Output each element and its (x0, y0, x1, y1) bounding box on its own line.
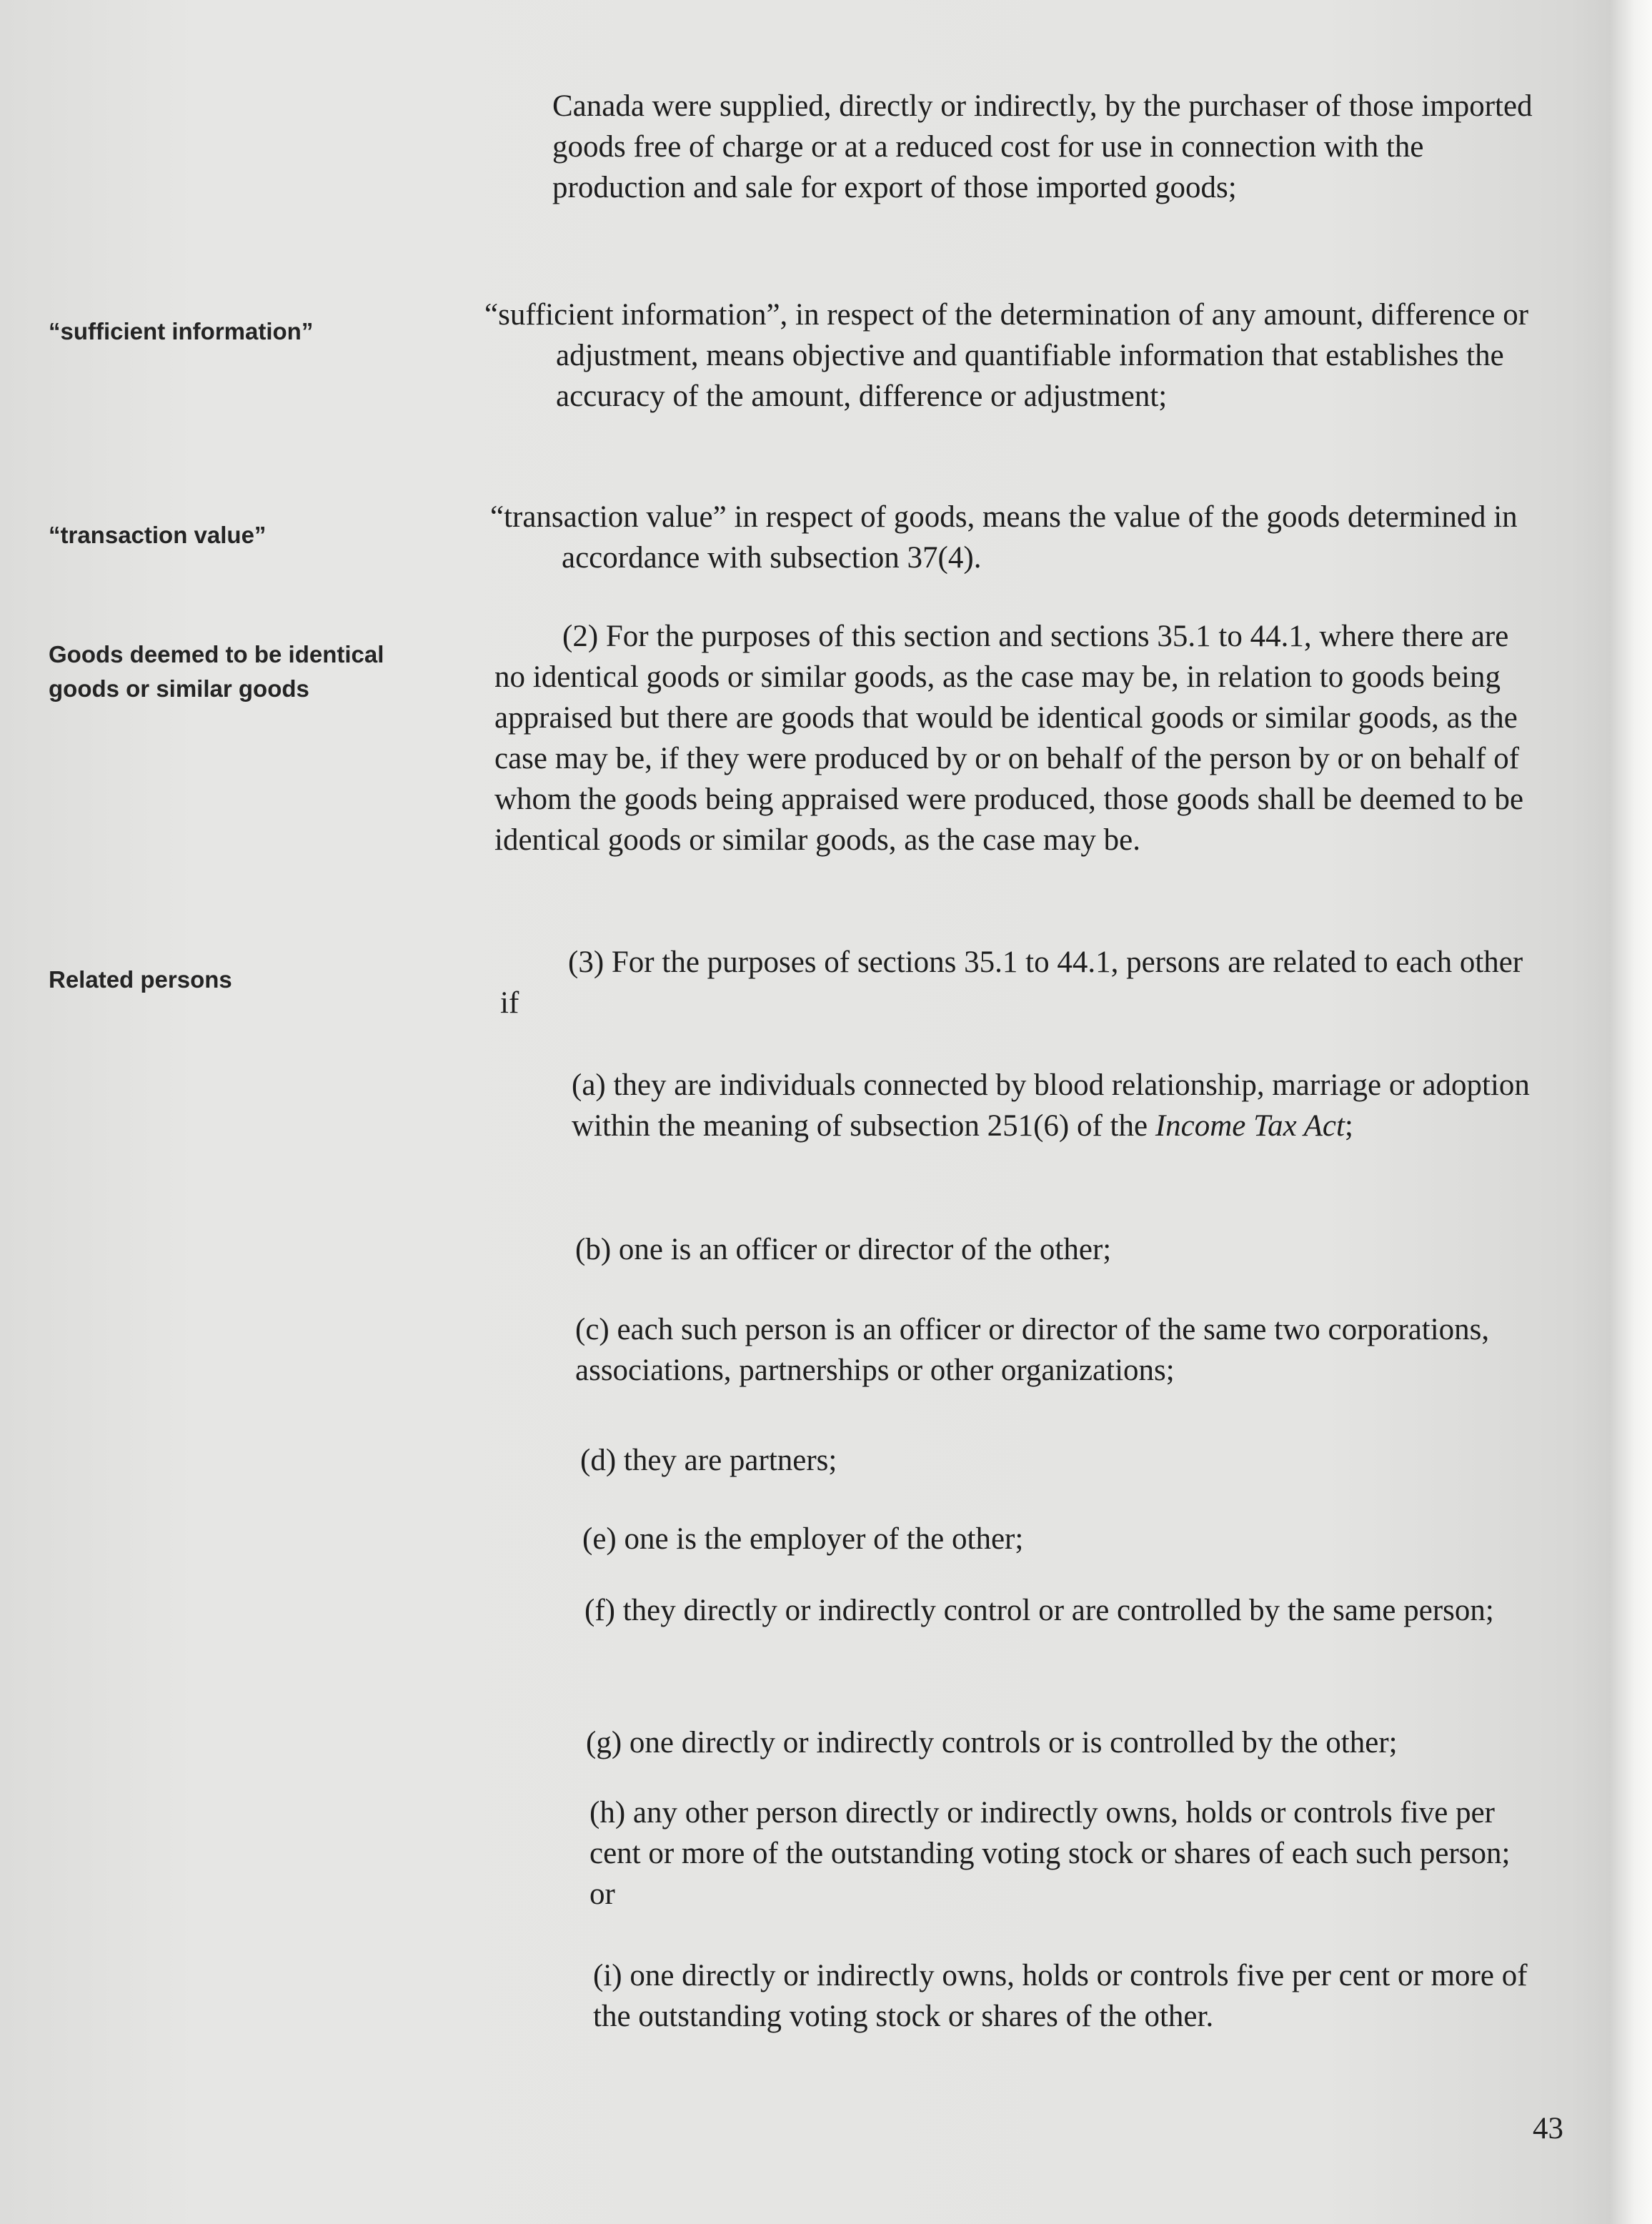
subsection-3-intro: (3) For the purposes of sections 35.1 to 44.1, persons are related to each other if (500, 945, 1523, 1020)
item-g: (g) one directly or indirectly controls or is controlled by the other; (586, 1726, 1398, 1759)
item-f: (f) they directly or indirectly control or are controlled by the same person; (584, 1594, 1494, 1627)
margin-note-sufficient-information: “sufficient information” (49, 318, 314, 344)
item-e: (e) one is the employer of the other; (582, 1522, 1024, 1556)
margin-note-transaction-value: “transaction value” (49, 522, 267, 548)
continuation-paragraph: Canada were supplied, directly or indirectly, by the purchaser of those imported goods free of charge or at a reduced cost for use in connection with the production and sale for export of those imported goods; (552, 89, 1533, 204)
page-number: 43 (1533, 2112, 1563, 2145)
item-i: (i) one directly or indirectly owns, holds or controls five per cent or more of the outstanding voting stock or shares of the other. (593, 1959, 1528, 2033)
item-h: (h) any other person directly or indirectly owns, holds or controls five per cent or more of the outstanding voting stock or shares of each such person; or (589, 1796, 1511, 1911)
item-a-text: (a) they are individuals connected by blood relationship, marriage or adoption within the meaning of subsection 251(6) of the (572, 1068, 1530, 1143)
item-a (572, 1065, 1540, 1146)
item-a-end: ; (1344, 1109, 1353, 1143)
item-c: (c) each such person is an officer or director of the same two corporations, associations, partnerships or other organizations; (575, 1313, 1490, 1387)
page-edge (1609, 0, 1652, 2224)
item-a-act-title: Income Tax Act (1155, 1109, 1345, 1143)
subsection-2-paragraph: (2) For the purposes of this section and sections 35.1 to 44.1, where there are no identical goods or similar goods, as the case may be, in relation to goods being appraised but there are goods that would be identical goods or similar goods, as the case may be, if they were produced by or on behalf of the person by or on behalf of whom the goods being appraised were produced, those goods shall be deemed to be identical goods or similar goods, as the case may be. (494, 620, 1524, 857)
definition-transaction-value: “transaction value” in respect of goods, means the value of the goods determined in accordance with subsection 37(4). (490, 500, 1518, 575)
margin-note-related-persons: Related persons (49, 966, 232, 993)
item-d: (d) they are partners; (580, 1444, 837, 1477)
definition-sufficient-information: “sufficient information”, in respect of the determination of any amount, difference or adjustment, means objective and quantifiable information that establishes the accuracy of the amount, difference or adjustment; (484, 298, 1529, 413)
margin-note-goods-deemed: Goods deemed to be identical goods or similar goods (49, 641, 384, 702)
item-b: (b) one is an officer or director of the other; (575, 1233, 1112, 1266)
